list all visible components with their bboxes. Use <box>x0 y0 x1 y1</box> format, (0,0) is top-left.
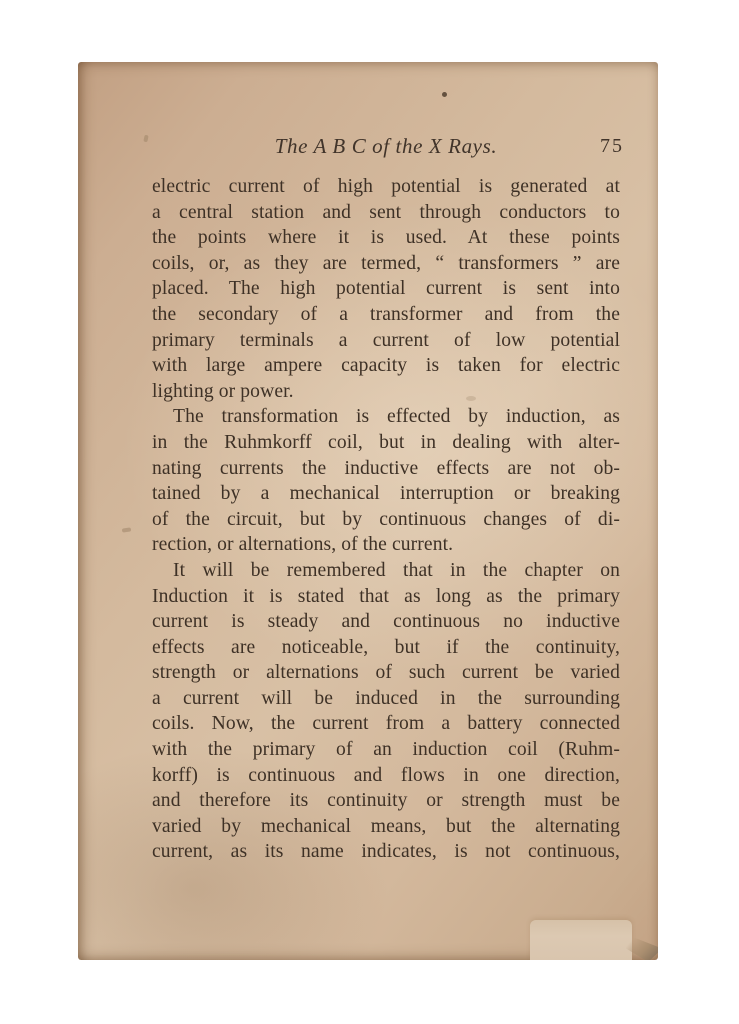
text-line: placed. The high potential current is sent into <box>152 278 620 300</box>
text-line: with the primary of an induction coil (Ruhm- <box>152 739 620 761</box>
running-header <box>152 133 624 160</box>
paper-speck <box>122 527 131 532</box>
text-line: a current will be induced in the surrounding <box>152 687 620 709</box>
paper-speck <box>442 92 447 97</box>
text-line: coils, or, as they are termed, “ transformers ” are <box>152 252 620 274</box>
text-line: rection, or alternations, of the current. <box>152 534 454 556</box>
text-line: primary terminals a current of low potential <box>152 329 620 351</box>
header-title: The A B C of the X Rays. <box>274 134 498 158</box>
text-line: korff) is continuous and flows in one direction, <box>152 764 620 786</box>
text-line: of the circuit, but by continuous changes of di- <box>152 508 620 530</box>
text-line: the secondary of a transformer and from the <box>152 303 620 325</box>
page-number: 75 <box>600 135 624 157</box>
page-corner-tab <box>530 920 632 960</box>
text-line: electric current of high potential is generated at <box>152 176 620 197</box>
text-line: lighting or power. <box>152 380 294 402</box>
text-line: in the Ruhmkorff coil, but in dealing with alter- <box>152 431 620 453</box>
text-line: the points where it is used. At these points <box>152 227 620 249</box>
text-line: coils. Now, the current from a battery connected <box>152 713 620 735</box>
text-line: strength or alternations of such current be varied <box>152 662 620 684</box>
text-line: current, as its name indicates, is not continuous, <box>152 841 620 863</box>
paper-speck <box>143 135 148 143</box>
text-line: with large ampere capacity is taken for electric <box>152 355 620 377</box>
text-line: current is steady and continuous no inductive <box>152 611 620 633</box>
body-text <box>152 174 620 865</box>
text-line: effects are noticeable, but if the continuity, <box>152 636 620 658</box>
text-line: Induction it is stated that as long as the primary <box>152 585 620 607</box>
text-line: nating currents the inductive effects are not ob- <box>152 457 620 479</box>
text-line: varied by mechanical means, but the alternating <box>152 815 620 837</box>
text-line: The transformation is effected by induction, as <box>173 406 620 428</box>
scanned-book-page <box>78 62 658 960</box>
text-line: a central station and sent through conductors to <box>152 201 620 223</box>
text-line: tained by a mechanical interruption or breaking <box>152 483 620 505</box>
text-line: It will be remembered that in the chapter on <box>173 559 620 581</box>
text-line: and therefore its continuity or strength must be <box>152 790 620 812</box>
